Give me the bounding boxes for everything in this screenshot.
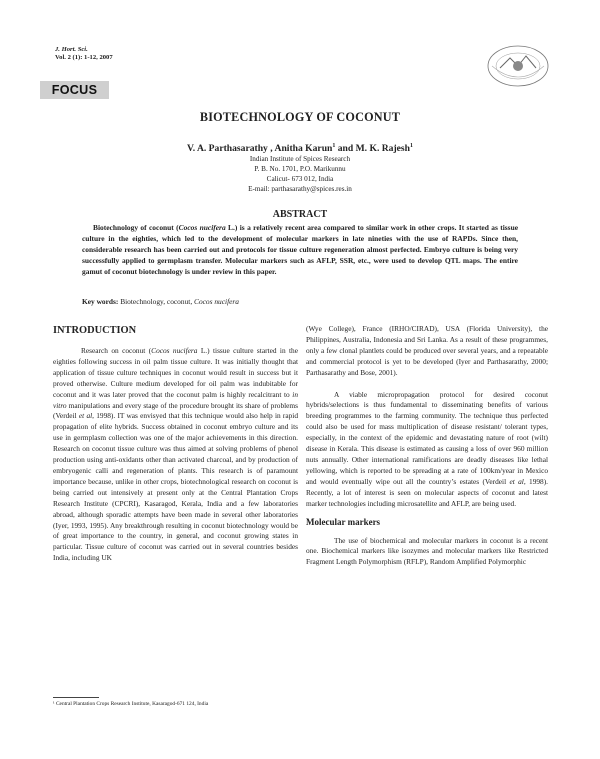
affiliation-email: E-mail: parthasarathy@spices.res.in xyxy=(248,184,352,193)
author-affiliation-mark: 1 xyxy=(409,143,413,149)
right-column xyxy=(306,324,548,568)
author-name: and M. K. Rajesh xyxy=(335,143,410,155)
molecular-markers-heading: Molecular markers xyxy=(306,516,381,527)
left-column xyxy=(53,346,298,564)
author-name: Anitha Karun xyxy=(274,143,333,155)
introduction-heading: INTRODUCTION xyxy=(53,325,137,336)
author-line xyxy=(0,140,600,155)
keywords: Key words: Biotechnology, coconut, Cocos nucifera xyxy=(82,297,239,306)
journal-name: J. Hort. Sci. xyxy=(55,46,88,53)
author-name: V. A. Parthasarathy xyxy=(187,143,268,155)
footnote-divider xyxy=(53,697,99,698)
affiliation-block xyxy=(0,155,600,195)
affiliation-city: Calicut- 673 012, India xyxy=(266,174,334,183)
paragraph: A viable micropropagation protocol for desired coconut hybrids/selections is thus fundamental to disseminating benefits of various breeding programmes to the farming community. The technique thus perfected could also be used for mass multiplication of disease resistant/ tolerant types, especially, in the context of the epidemic and devastating nature of root (wilt) disease in Kerala. This disease is estimated as causing a loss of over 960 million nuts annually. Other international ramifications are deadly diseases like lethal yellowing, which is reported to be spreading at a rate of 100km/year in Mexico and would eventually wipe out all the country’s estates (Verdeil et al, 1998). Recently, a lot of interest is seen on molecular aspects of coconut and latest marker technologies including microsatellite and AFLP, are being used. xyxy=(306,389,548,508)
author-separator: , xyxy=(267,143,275,155)
footnote: ¹ Central Plantation Crops Research Institute, Kasaragod-671 124, India xyxy=(53,701,209,707)
paragraph: (Wye College), France (IRHO/CIRAD), USA (Florida University), the Philippines, Australia, Indonesia and Sri Lanka. As a result of these programmes, only a few clonal plantlets could be produced over several years, and a repeatable and commercial protocol is yet to be developed (Iyer and Parthasarathy, 2000; Parthasarathy and Bose, 2001). xyxy=(306,324,548,377)
paragraph: The use of biochemical and molecular markers in coconut is a recent one. Biochemical markers like isozymes and molecular markers like Restricted Fragment Length Polymorphism (RFLP), Random Amplified Polymorphic xyxy=(306,535,548,567)
abstract-heading: ABSTRACT xyxy=(272,209,328,220)
species-name: Cocos nucifera xyxy=(178,223,226,232)
institute-logo-icon xyxy=(486,44,550,88)
paragraph: Research on coconut (Cocos nucifera L.) tissue culture started in the eighties following success in oil palm tissue culture. It was initially thought that application of tissue culture techniques in coconut would result in success but it proved otherwise. Culture medium developed for oil palm was indubitable for coconut and it was later proved that the coconut palm is highly recalcitrant to in vitro manipulations and every stage of the procedure brought its share of problems (Verdeil et al, 1998). IT was envisyed that this technique would also help in rapid propagation of elite hybrids. Success obtained in coconut embryo culture and its use in germplasm collection was one of the major achievements in this direction. Research on coconut tissue culture was thus aimed at solving problems of phenol production using anti-oxidants other than activated charcoal, and by production of embryogenic calli and regeneration of plants. This research is of paramount importance because, unlike in other crops, biotechnological research on coconut is being carried out intensively at present only at the Central Plantation Crops Research Institute (CPCRI), Kasaragod, Kerala, India and a few laboratories abroad, although sporadic attempts have been made in several other laboratories (Iyer, 1993, 1995). Any breakthrough resulting in coconut biotechnology would be of great importance to the country, in general, and coconut growing states in particular. Tissue culture of coconut was carried out in several countries besides India, including UK xyxy=(53,346,298,563)
affiliation-address: P. B. No. 1701, P.O. Marikunnu xyxy=(254,164,346,173)
article-title: BIOTECHNOLOGY OF COCONUT xyxy=(199,110,401,124)
journal-citation xyxy=(55,46,113,63)
journal-volume: Vol. 2 (1): 1-12, 2007 xyxy=(55,54,113,62)
keywords-label: Key words: xyxy=(82,297,119,306)
author-affiliation-mark: 1 xyxy=(332,143,336,149)
section-label: FOCUS xyxy=(40,81,109,99)
affiliation-institute: Indian Institute of Spices Research xyxy=(249,155,351,163)
abstract-text: Biotechnology of coconut (Cocos nucifera L.) is a relatively recent area compared to similar work in other crops. It started as tissue culture in the eighties, which led to the development of molecular markers in late nineties with the use of RAPDs. Since then, considerable research has been carried out and protocols for tissue culture regeneration almost perfected. Embryo culture is being very successfully applied to germplasm transfer. Molecular markers such as AFLP, SSR, etc., were used to develop QTL maps. The entire gamut of coconut biotechnology is under review in this paper. xyxy=(82,223,519,276)
